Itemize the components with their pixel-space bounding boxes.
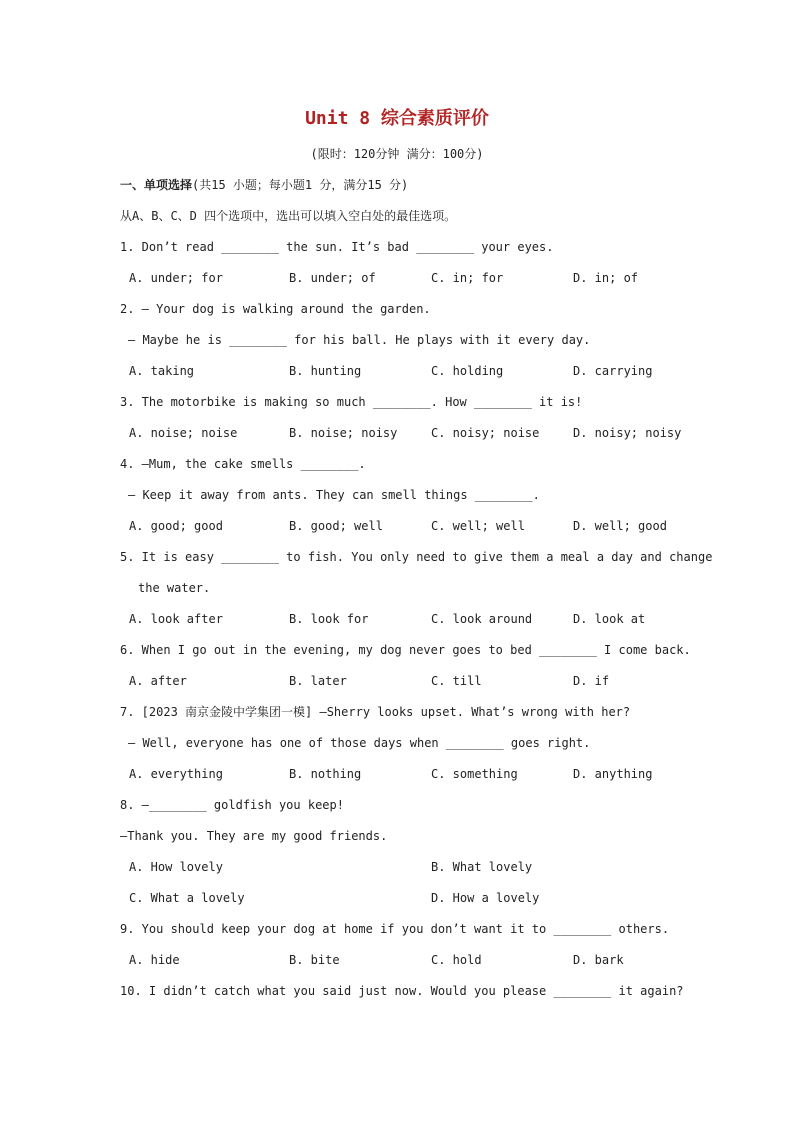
option-c: C. look around — [431, 612, 533, 626]
option-c: C. in; for — [431, 271, 504, 285]
question-10-stem: 10. I didn’t catch what you said just now. Would you please ________ it again? — [120, 984, 684, 998]
page-title: Unit 8 综合素质评价 — [305, 108, 489, 129]
question-2-options — [120, 356, 680, 387]
question-content — [120, 170, 713, 1007]
option-b: B. nothing — [289, 767, 362, 781]
question-4-reply: — Keep it away from ants. They can smell things ________. — [128, 488, 540, 502]
option-a: A. after — [129, 674, 187, 688]
question-1-options — [120, 263, 680, 294]
option-b: B. under; of — [289, 271, 376, 285]
question-5-stem-continued: the water. — [138, 581, 211, 595]
option-d: D. well; good — [573, 519, 667, 533]
option-c: C. well; well — [431, 519, 525, 533]
option-c: C. hold — [431, 953, 482, 967]
option-d: D. in; of — [573, 271, 639, 285]
question-1-stem: 1. Don’t read ________ the sun. It’s bad ________ your eyes. — [120, 240, 554, 254]
question-3-options — [120, 418, 680, 449]
question-2-reply: — Maybe he is ________ for his ball. He plays with it every day. — [128, 333, 591, 347]
option-d: D. look at — [573, 612, 646, 626]
option-b: B. look for — [289, 612, 369, 626]
section-instruction: 从A、B、C、D 四个选项中，选出可以填入空白处的最佳选项。 — [120, 209, 457, 223]
question-2-stem: 2. — Your dog is walking around the garden. — [120, 302, 431, 316]
question-7-reply: — Well, everyone has one of those days when ________ goes right. — [128, 736, 591, 750]
option-b: B. good; well — [289, 519, 383, 533]
option-d: D. anything — [573, 767, 653, 781]
question-8-reply: —Thank you. They are my good friends. — [120, 829, 388, 843]
question-9-stem: 9. You should keep your dog at home if you don’t want it to ________ others. — [120, 922, 670, 936]
option-a: A. good; good — [129, 519, 223, 533]
question-6-options — [120, 666, 680, 697]
question-6-stem: 6. When I go out in the evening, my dog never goes to bed ________ I come back. — [120, 643, 691, 657]
option-a: A. under; for — [129, 271, 223, 285]
question-4-stem: 4. —Mum, the cake smells ________. — [120, 457, 366, 471]
option-a: A. look after — [129, 612, 223, 626]
option-b: B. hunting — [289, 364, 362, 378]
question-8-options-row2 — [120, 883, 680, 914]
option-a: A. noise; noise — [129, 426, 238, 440]
option-b: B. What lovely — [431, 860, 533, 874]
option-b: B. later — [289, 674, 347, 688]
option-d: D. noisy; noisy — [573, 426, 682, 440]
option-b: B. bite — [289, 953, 340, 967]
option-c: C. holding — [431, 364, 504, 378]
option-c: C. till — [431, 674, 482, 688]
option-d: D. if — [573, 674, 610, 688]
option-a: A. How lovely — [129, 860, 223, 874]
option-c: C. something — [431, 767, 518, 781]
option-c: C. noisy; noise — [431, 426, 540, 440]
question-8-options-row1 — [120, 852, 680, 883]
option-d: D. carrying — [573, 364, 653, 378]
section-note: (共15 小题；每小题1 分，满分15 分) — [192, 178, 409, 192]
question-5-stem: 5. It is easy ________ to fish. You only need to give them a meal a day and change — [120, 550, 713, 564]
option-d: D. How a lovely — [431, 891, 540, 905]
option-c: C. What a lovely — [129, 891, 245, 905]
option-a: A. everything — [129, 767, 223, 781]
option-a: A. taking — [129, 364, 195, 378]
question-8-stem: 8. —________ goldfish you keep! — [120, 798, 344, 812]
section-title: 一、单项选择 — [120, 178, 193, 192]
option-d: D. bark — [573, 953, 624, 967]
question-7-options — [120, 759, 680, 790]
section-heading — [120, 170, 680, 201]
option-a: A. hide — [129, 953, 180, 967]
option-b: B. noise; noisy — [289, 426, 398, 440]
question-7-stem: 7. [2023 南京金陵中学集团一模] —Sherry looks upset. What’s wrong with her? — [120, 705, 631, 719]
time-score-info: (限时：120分钟 满分：100分) — [310, 147, 484, 161]
question-4-options — [120, 511, 680, 542]
question-5-options — [120, 604, 680, 635]
question-3-stem: 3. The motorbike is making so much ________. How ________ it is! — [120, 395, 583, 409]
question-9-options — [120, 945, 680, 976]
